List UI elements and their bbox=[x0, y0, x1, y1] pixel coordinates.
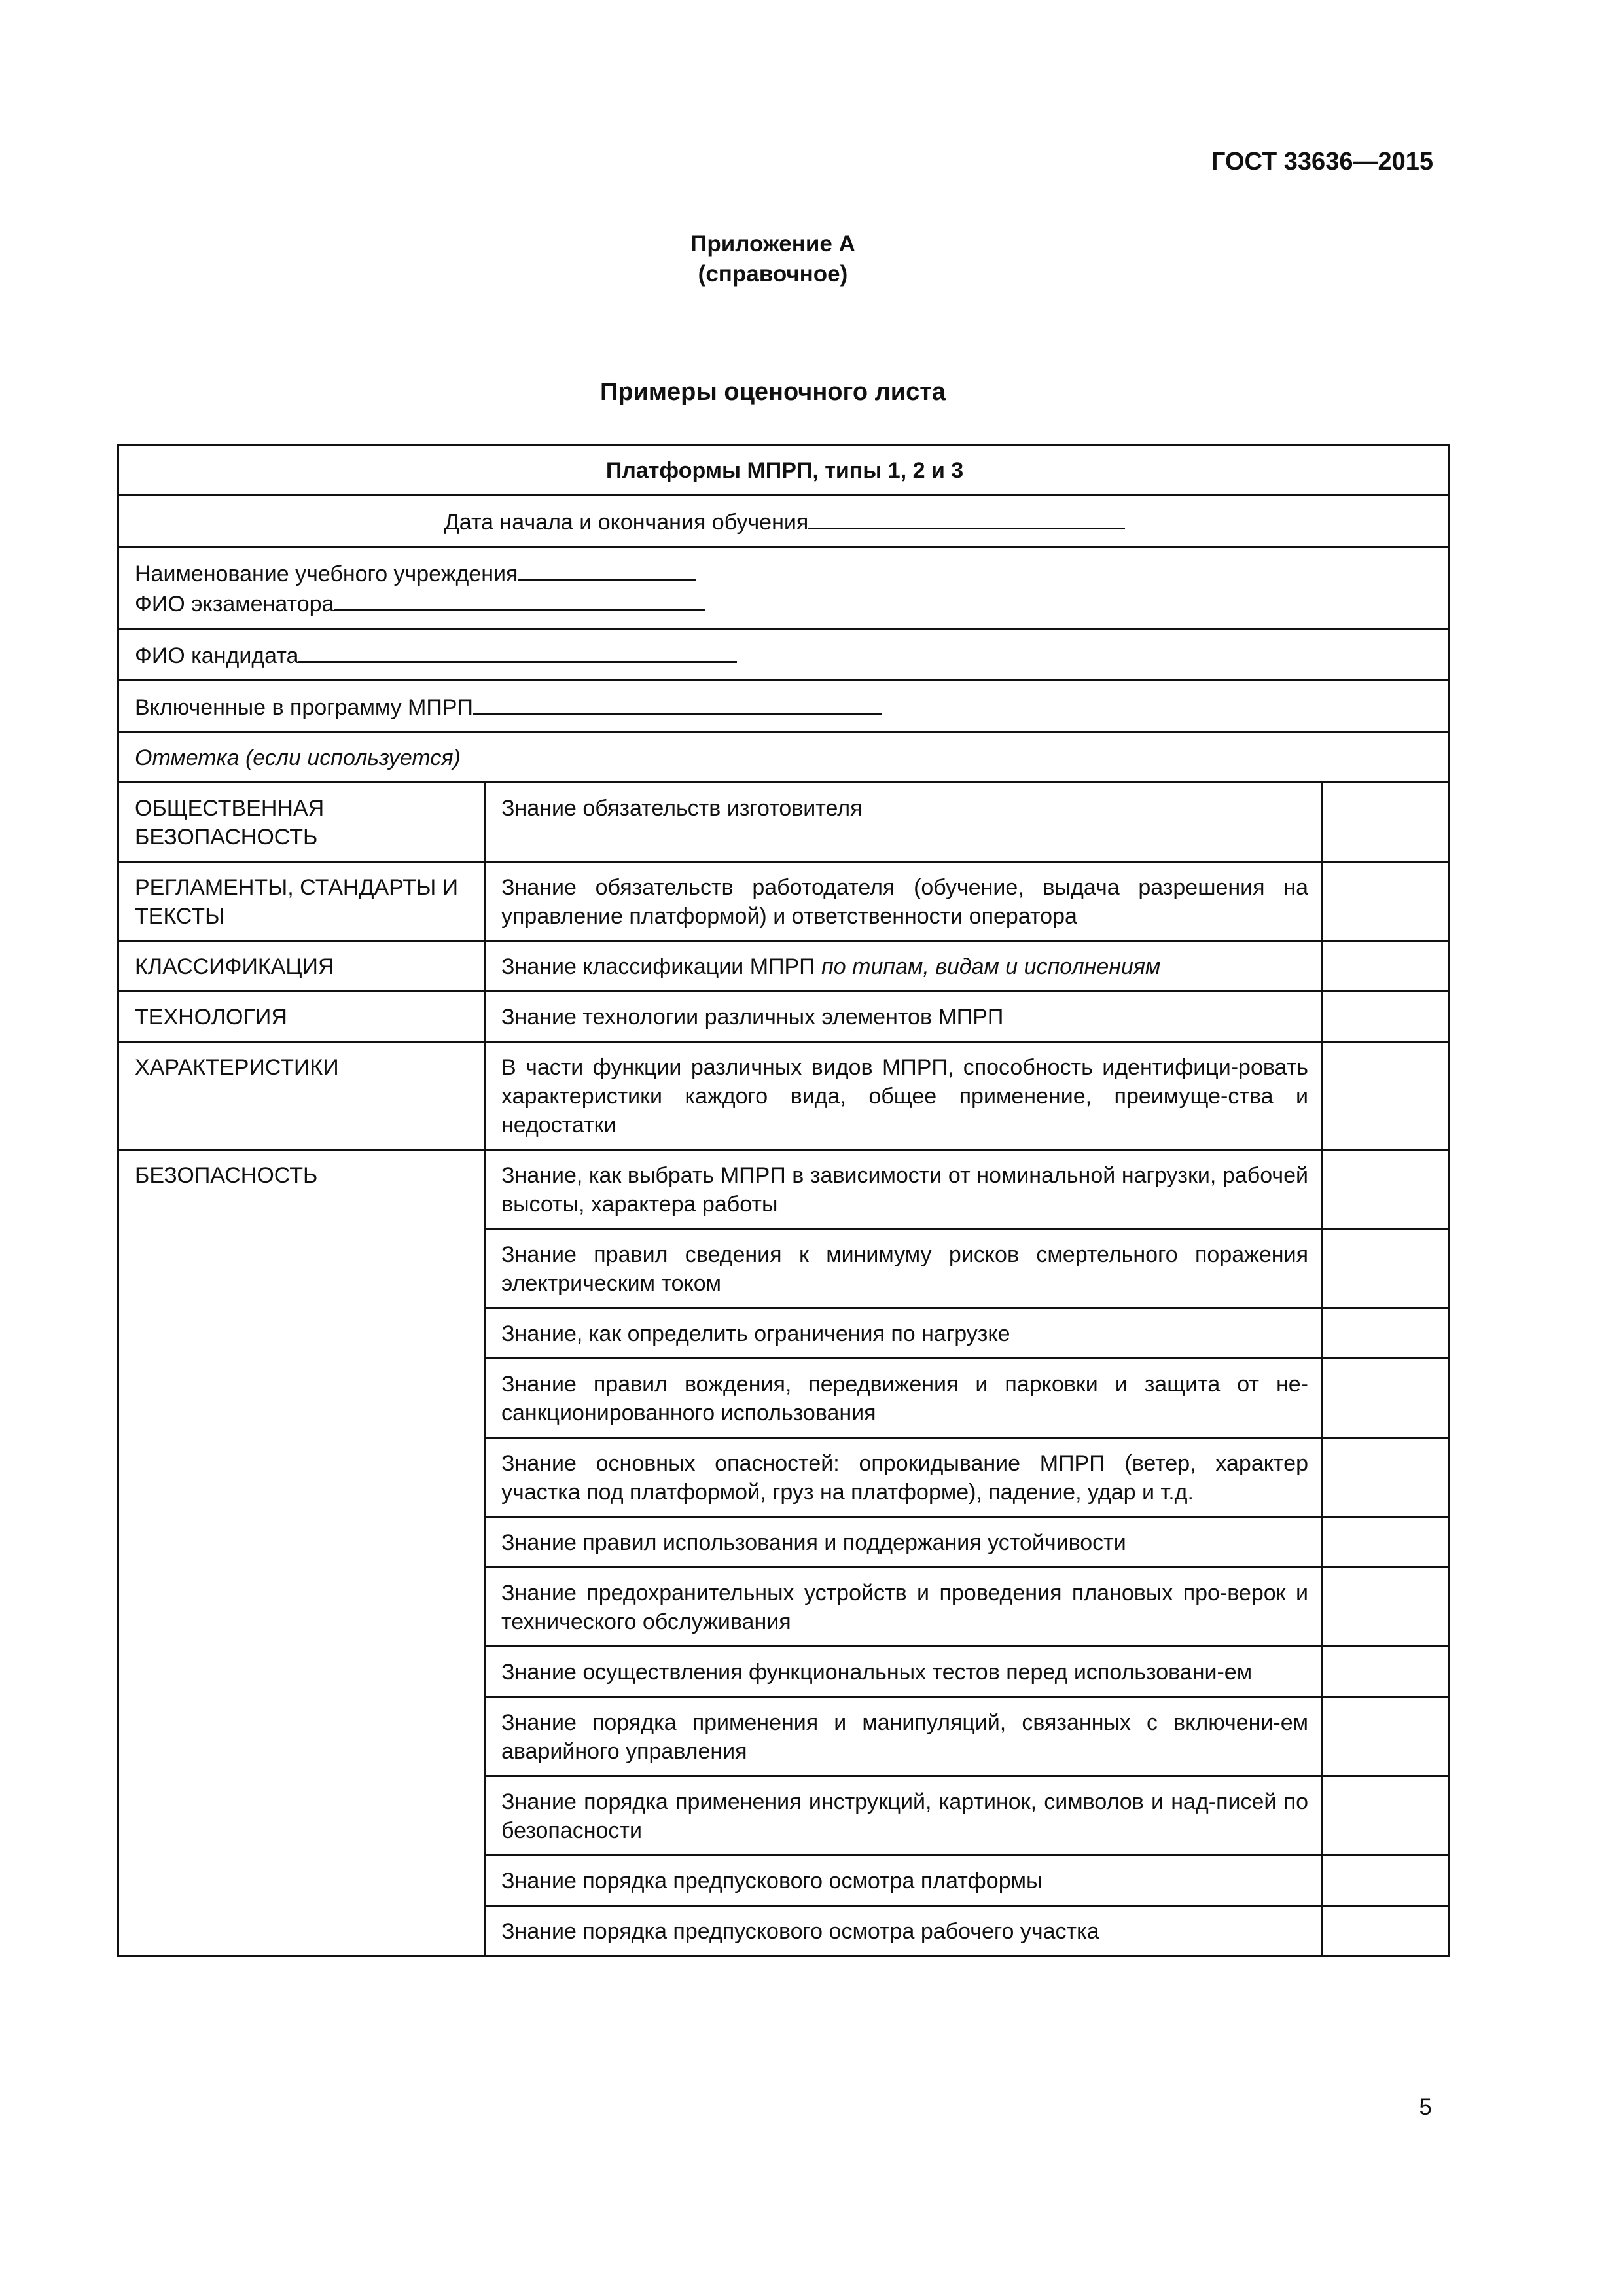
training-dates-cell bbox=[118, 495, 1449, 547]
requirement-cell: В части функции различных видов МПРП, способность идентифици-ровать характеристики каждого вида, общее применение, преимуще-ства и недостатки bbox=[485, 1042, 1323, 1150]
candidate-label: ФИО кандидата bbox=[135, 643, 299, 668]
table-row bbox=[118, 862, 1449, 941]
requirement-cell: Знание предохранительных устройств и проведения плановых про-верок и технического обслуживания bbox=[485, 1568, 1323, 1647]
examiner-label: ФИО экзаменатора bbox=[135, 592, 334, 617]
training-dates-row bbox=[118, 495, 1449, 547]
requirement-cell: Знание осуществления функциональных тестов перед использовани-ем bbox=[485, 1647, 1323, 1697]
form-heading-row bbox=[118, 445, 1449, 495]
standard-code: ГОСТ 33636—2015 bbox=[1211, 148, 1433, 175]
mark-cell[interactable] bbox=[1323, 1517, 1449, 1568]
mark-cell[interactable] bbox=[1323, 1856, 1449, 1906]
included-cell bbox=[118, 681, 1449, 732]
mark-cell[interactable] bbox=[1323, 862, 1449, 941]
topic-cell: РЕГЛАМЕНТЫ, СТАНДАРТЫ И ТЕКСТЫ bbox=[118, 862, 485, 941]
mark-cell[interactable] bbox=[1323, 1438, 1449, 1517]
institution-field[interactable] bbox=[518, 558, 696, 581]
requirement-italic-text: по типам, видам и исполнениям bbox=[821, 954, 1161, 979]
institution-examiner-row bbox=[118, 547, 1449, 629]
requirement-cell: Знание правил вождения, передвижения и парковки и защита от не-санкционированного использования bbox=[485, 1359, 1323, 1438]
requirement-cell: Знание правил использования и поддержания устойчивости bbox=[485, 1517, 1323, 1568]
mark-cell[interactable] bbox=[1323, 1359, 1449, 1438]
table-row bbox=[118, 1150, 1449, 1229]
mark-cell[interactable] bbox=[1323, 1776, 1449, 1856]
requirement-cell: Знание, как определить ограничения по нагрузке bbox=[485, 1308, 1323, 1359]
requirement-text: Знание классификации МПРП bbox=[501, 954, 815, 979]
table-row bbox=[118, 941, 1449, 992]
mark-cell[interactable] bbox=[1323, 1042, 1449, 1150]
mark-cell[interactable] bbox=[1323, 1150, 1449, 1229]
document-title: Примеры оценочного листа bbox=[600, 378, 946, 406]
table-row bbox=[118, 783, 1449, 862]
mark-cell[interactable] bbox=[1323, 1308, 1449, 1359]
mark-cell[interactable] bbox=[1323, 1568, 1449, 1647]
assessment-sheet-table bbox=[117, 444, 1450, 1957]
requirement-cell bbox=[485, 941, 1323, 992]
requirement-cell: Знание порядка применения инструкций, картинок, символов и над-писей по безопасности bbox=[485, 1776, 1323, 1856]
table-row bbox=[118, 1042, 1449, 1150]
included-row bbox=[118, 681, 1449, 732]
mark-cell[interactable] bbox=[1323, 941, 1449, 992]
topic-cell: ТЕХНОЛОГИЯ bbox=[118, 992, 485, 1042]
form-heading: Платформы МПРП, типы 1, 2 и 3 bbox=[118, 445, 1449, 495]
requirement-cell: Знание правил сведения к минимуму рисков смертельного поражения электрическим током bbox=[485, 1229, 1323, 1308]
included-field[interactable] bbox=[473, 692, 882, 715]
mark-label: Отметка (если используется) bbox=[118, 732, 1449, 783]
examiner-line bbox=[135, 588, 1435, 619]
mark-cell[interactable] bbox=[1323, 783, 1449, 862]
requirement-cell: Знание порядка предпускового осмотра рабочего участка bbox=[485, 1906, 1323, 1956]
examiner-field[interactable] bbox=[334, 588, 705, 611]
requirement-cell: Знание порядка предпускового осмотра платформы bbox=[485, 1856, 1323, 1906]
topic-cell: ХАРАКТЕРИСТИКИ bbox=[118, 1042, 485, 1150]
topic-cell: ОБЩЕСТВЕННАЯ БЕЗОПАСНОСТЬ bbox=[118, 783, 485, 862]
institution-line bbox=[135, 558, 1435, 588]
appendix-title: Приложение А bbox=[690, 231, 855, 257]
safety-topic-cell: БЕЗОПАСНОСТЬ bbox=[118, 1150, 485, 1956]
candidate-field[interactable] bbox=[298, 640, 737, 663]
requirement-cell: Знание порядка применения и манипуляций, связанных с включени-ем аварийного управления bbox=[485, 1697, 1323, 1776]
included-label: Включенные в программу МПРП bbox=[135, 695, 473, 720]
training-dates-field[interactable] bbox=[808, 507, 1125, 529]
mark-cell[interactable] bbox=[1323, 1697, 1449, 1776]
mark-row bbox=[118, 732, 1449, 783]
requirement-cell: Знание, как выбрать МПРП в зависимости от номинальной нагрузки, рабочей высоты, характера работы bbox=[485, 1150, 1323, 1229]
page-number: 5 bbox=[1419, 2094, 1432, 2120]
topic-cell: КЛАССИФИКАЦИЯ bbox=[118, 941, 485, 992]
training-dates-label: Дата начала и окончания обучения bbox=[444, 510, 809, 535]
appendix-kind: (справочное) bbox=[698, 261, 848, 287]
candidate-row bbox=[118, 629, 1449, 681]
mark-cell[interactable] bbox=[1323, 1229, 1449, 1308]
mark-cell[interactable] bbox=[1323, 1906, 1449, 1956]
institution-label: Наименование учебного учреждения bbox=[135, 562, 518, 586]
appendix-heading bbox=[0, 229, 1546, 289]
mark-cell[interactable] bbox=[1323, 992, 1449, 1042]
candidate-cell bbox=[118, 629, 1449, 681]
mark-cell[interactable] bbox=[1323, 1647, 1449, 1697]
requirement-cell: Знание обязательств работодателя (обучение, выдача разрешения на управление платформой) и ответственности оператора bbox=[485, 862, 1323, 941]
requirement-cell: Знание обязательств изготовителя bbox=[485, 783, 1323, 862]
requirement-cell: Знание основных опасностей: опрокидывание МПРП (ветер, характер участка под платформой, груз на платформе), падение, удар и т.д. bbox=[485, 1438, 1323, 1517]
institution-examiner-cell bbox=[118, 547, 1449, 629]
table-row bbox=[118, 992, 1449, 1042]
requirement-cell: Знание технологии различных элементов МПРП bbox=[485, 992, 1323, 1042]
